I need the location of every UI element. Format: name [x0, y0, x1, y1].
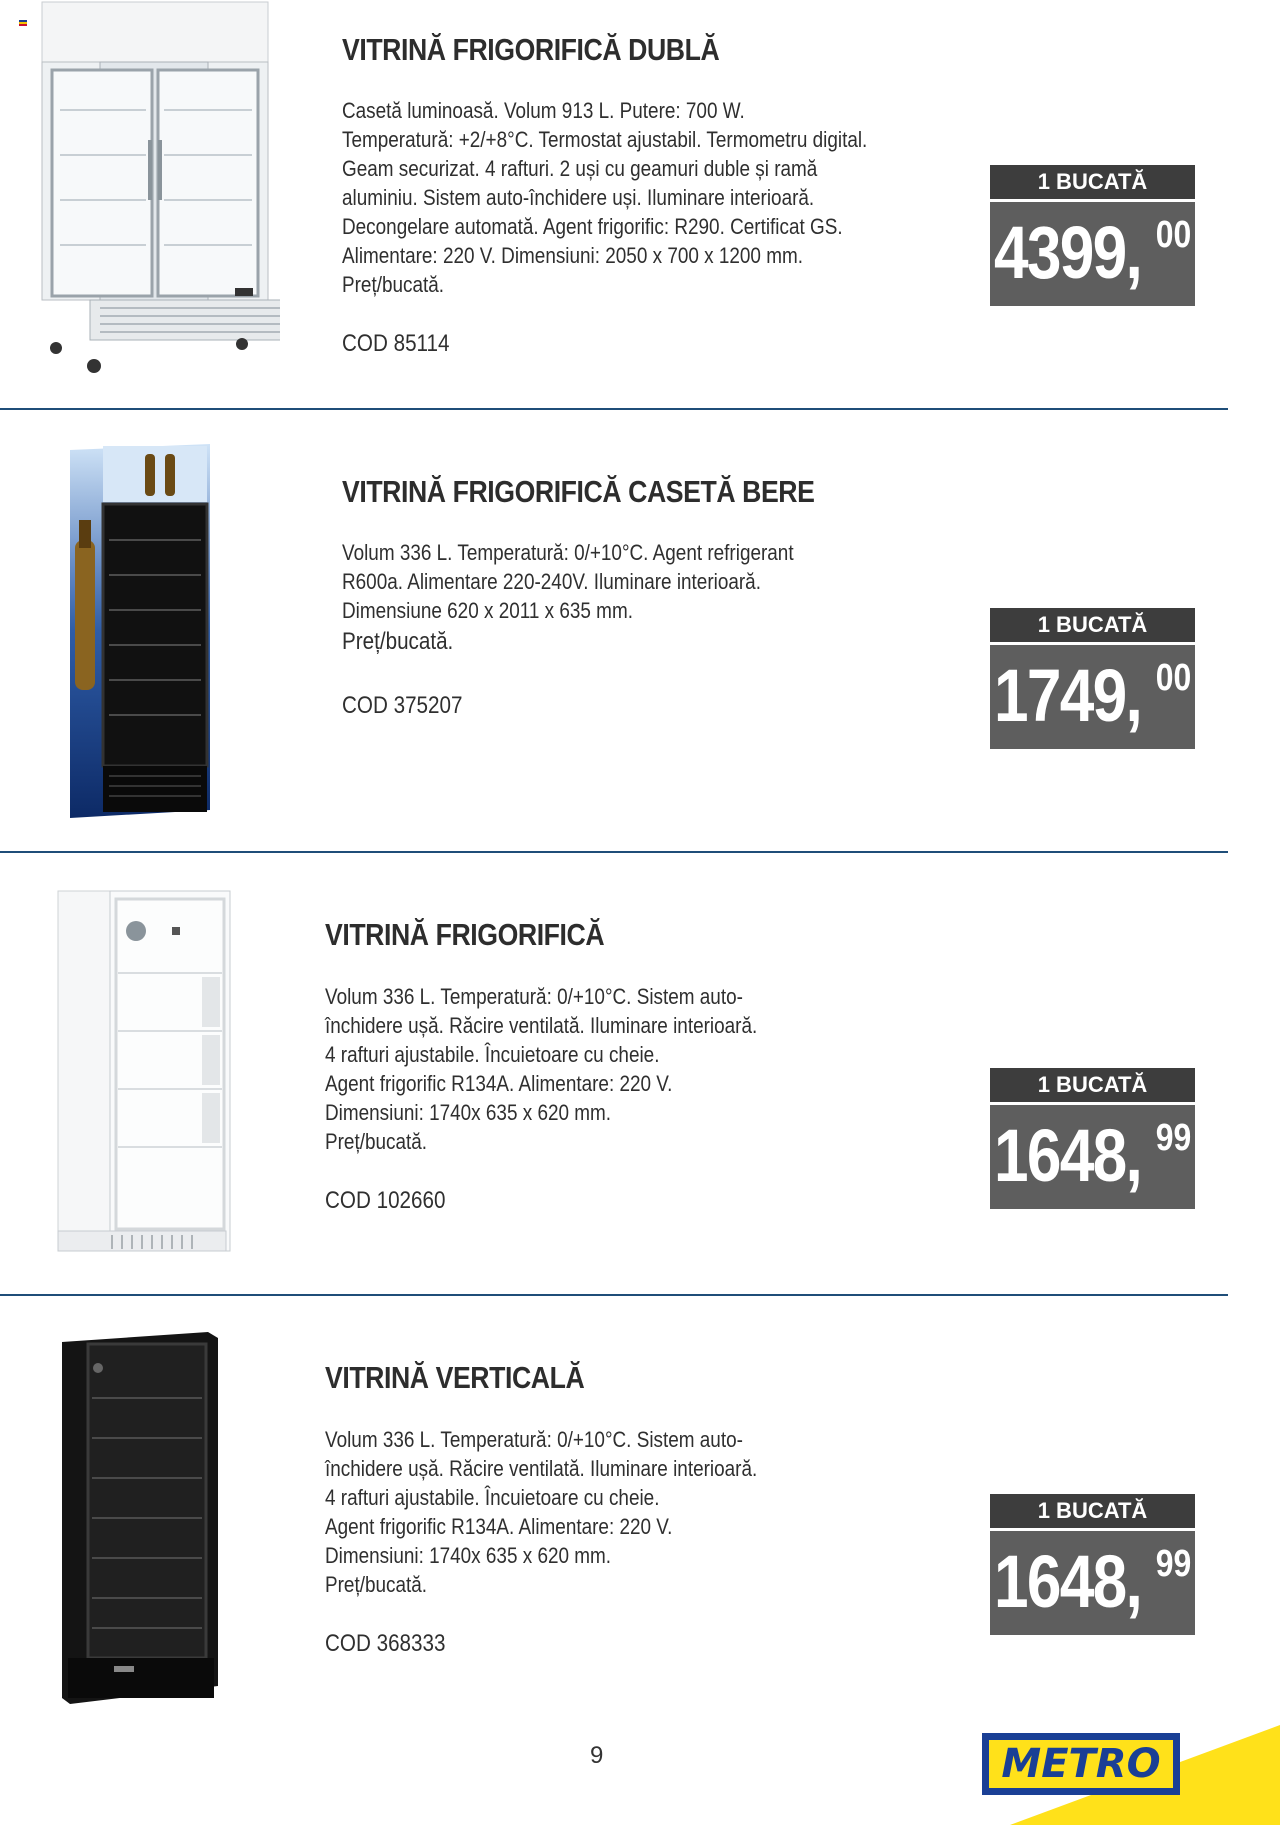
product-image-black-fridge	[58, 1328, 223, 1708]
price-value	[990, 202, 1195, 306]
price-tag	[990, 165, 1195, 306]
product-title: VITRINĂ FRIGORIFICĂ CASETĂ BERE	[342, 474, 815, 509]
price-value	[990, 1531, 1195, 1635]
product-image-beer-fridge	[65, 440, 215, 820]
product-title: VITRINĂ VERTICALĂ	[325, 1360, 585, 1395]
price-decimals: 99	[1155, 1543, 1191, 1585]
price-unit-label: 1 BUCATĂ	[990, 1068, 1195, 1102]
metro-logo-text: METRO	[1001, 1741, 1161, 1787]
price-decimals: 00	[1155, 214, 1191, 256]
metro-logo	[982, 1733, 1180, 1795]
price-integer: 1648,	[994, 1540, 1142, 1623]
product-code: COD 375207	[342, 692, 463, 719]
page-number: 9	[590, 1742, 604, 1769]
price-tag	[990, 608, 1195, 749]
price-unit-label: 1 BUCATĂ	[990, 1494, 1195, 1528]
price-unit-label: 1 BUCATĂ	[990, 608, 1195, 642]
price-value	[990, 645, 1195, 749]
section-divider	[0, 851, 1228, 853]
price-tag	[990, 1494, 1195, 1635]
price-value	[990, 1105, 1195, 1209]
price-unit-label: 1 BUCATĂ	[990, 165, 1195, 199]
product-title: VITRINĂ FRIGORIFICĂ	[325, 917, 605, 952]
price-decimals: 99	[1155, 1117, 1191, 1159]
product-description: Volum 336 L. Temperatură: 0/+10°C. Sistem auto- închidere ușă. Răcire ventilată. Iluminare interioară. 4 rafturi ajustabile. Încuietoare cu cheie. Agent frigorific R134A. Alimentare: 220 V. Dimensiuni: 1740x 635 x 620 mm. Preț/bucată.	[325, 984, 758, 1154]
price-integer: 4399,	[994, 211, 1142, 294]
price-integer: 1648,	[994, 1114, 1142, 1197]
product-code: COD 368333	[325, 1630, 446, 1657]
product-description: Volum 336 L. Temperatură: 0/+10°C. Agent refrigerant R600a. Alimentare 220-240V. Iluminare interioară. Dimensiune 620 x 2011 x 635 mm. Preț/bucată.	[342, 540, 794, 655]
product-code: COD 102660	[325, 1187, 446, 1214]
product-image-white-fridge	[52, 885, 232, 1265]
section-divider	[0, 1294, 1228, 1296]
product-description: Casetă luminoasă. Volum 913 L. Putere: 700 W. Temperatură: +2/+8°C. Termostat ajustabil. Termometru digital. Geam securizat. 4 rafturi. 2 uși cu geamuri duble și ramă aluminiu. Sistem auto-închidere uși. Iluminare interioară. Decongelare automată. Agent frigorific: R290. Certificat GS. Alimentare: 220 V. Dimensiuni: 2050 x 700 x 1200 mm. Preț/bucată.	[342, 98, 868, 297]
price-tag	[990, 1068, 1195, 1209]
language-flag-icon	[19, 20, 27, 26]
product-title: VITRINĂ FRIGORIFICĂ DUBLĂ	[342, 32, 720, 67]
price-integer: 1749,	[994, 654, 1142, 737]
product-code: COD 85114	[342, 330, 450, 357]
price-decimals: 00	[1155, 657, 1191, 699]
section-divider	[0, 408, 1228, 410]
product-description: Volum 336 L. Temperatură: 0/+10°C. Sistem auto- închidere ușă. Răcire ventilată. Iluminare interioară. 4 rafturi ajustabile. Încuietoare cu cheie. Agent frigorific R134A. Alimentare: 220 V. Dimensiuni: 1740x 635 x 620 mm. Preț/bucată.	[325, 1427, 758, 1597]
product-image-double-fridge	[30, 0, 280, 380]
